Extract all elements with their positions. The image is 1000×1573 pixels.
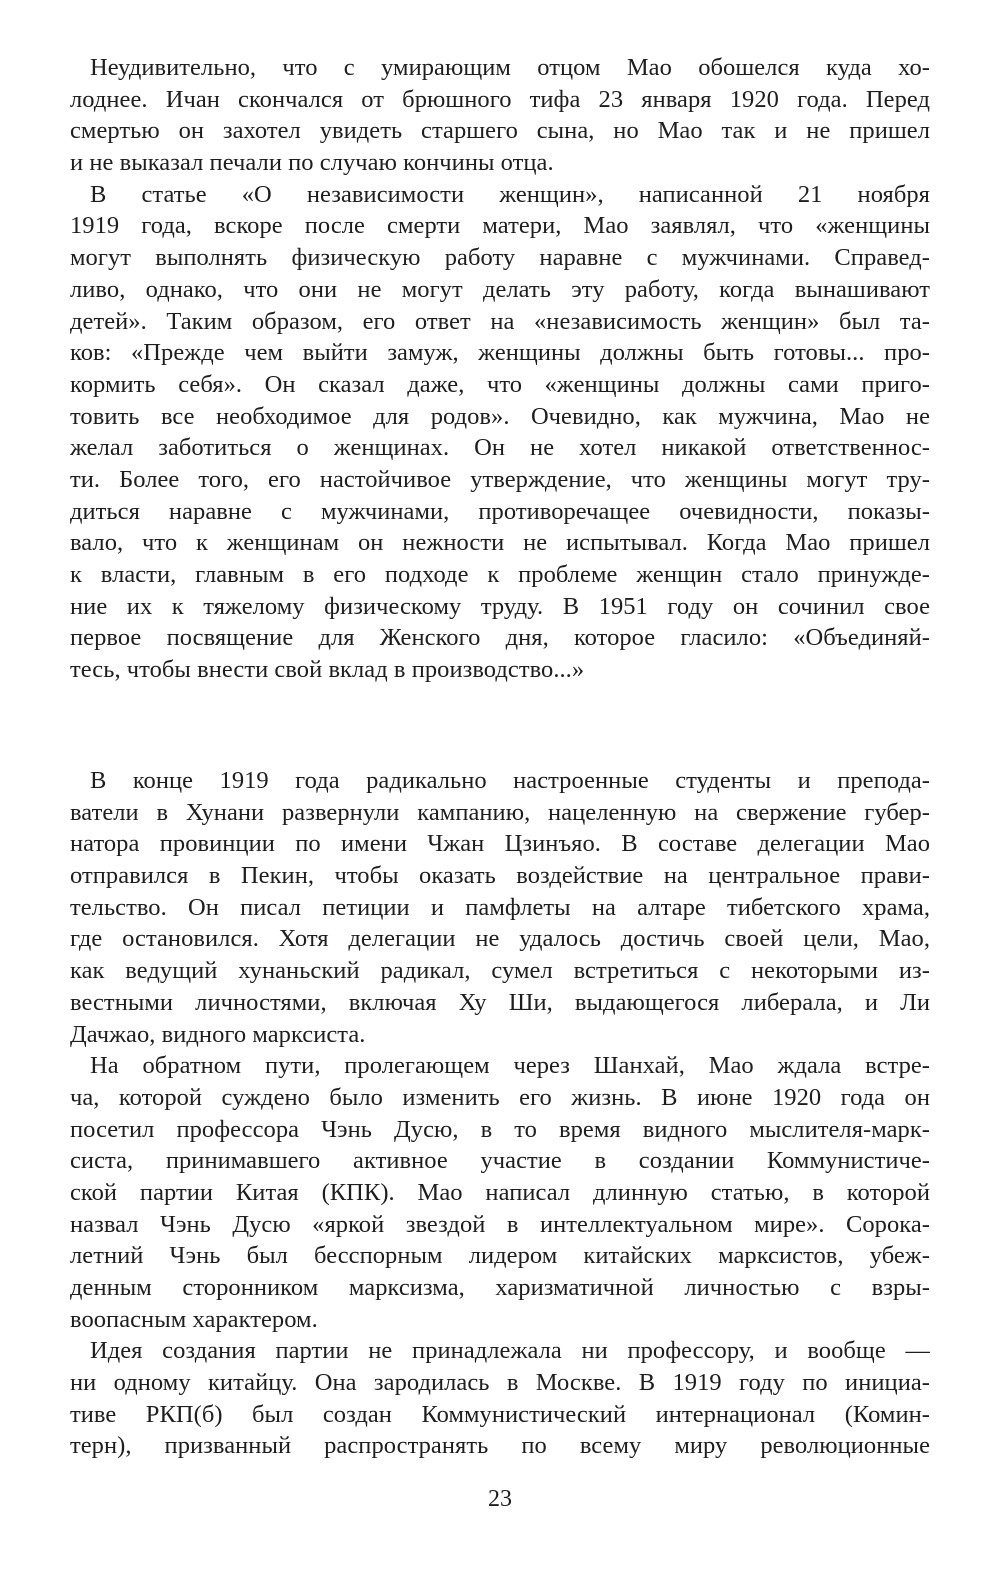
- text-line: 1919 года, вскоре после смерти матери, Мао заявлял, что «женщины: [70, 212, 930, 240]
- text-line: тельство. Он писал петиции и памфлеты на алтаре тибетского храма,: [70, 893, 930, 921]
- text-line: натора провинции по имени Чжан Цзинъяо. В составе делегации Мао: [70, 830, 930, 858]
- text-line: где остановился. Хотя делегации не удалось достичь своей цели, Мао,: [70, 925, 930, 953]
- text-line: На обратном пути, пролегающем через Шанхай, Мао ждала встре-: [90, 1052, 930, 1080]
- text-line: ков: «Прежде чем выйти замуж, женщины должны быть готовы... про-: [70, 339, 930, 367]
- text-line: Дачжао, видного марксиста.: [70, 1020, 366, 1048]
- text-line: В конце 1919 года радикально настроенные студенты и препода-: [90, 767, 930, 794]
- text-line: ватели в Хунани развернули кампанию, нацеленную на свержение губер-: [70, 798, 930, 826]
- paragraph: [70, 1335, 930, 1462]
- paragraph: [70, 179, 930, 686]
- text-line: тиве РКП(б) был создан Коммунистический интернационал (Комин-: [70, 1400, 930, 1428]
- text-line: кормить себя». Он сказал даже, что «женщины должны сами приго-: [70, 370, 930, 398]
- text-line: ской партии Китая (КПК). Мао написал длинную статью, в которой: [70, 1178, 930, 1206]
- text-line: отправился в Пекин, чтобы оказать воздействие на центральное прави-: [70, 862, 930, 890]
- text-line: В статье «О независимости женщин», написанной 21 ноября: [90, 180, 930, 208]
- text-line: диться наравне с мужчинами, противоречащее очевидности, показы-: [70, 497, 930, 525]
- text-line: ливо, однако, что они не могут делать эту работу, когда вынашивают: [70, 275, 930, 303]
- text-line: Неудивительно, что с умирающим отцом Мао обошелся куда хо-: [90, 54, 930, 81]
- text-line: могут выполнять физическую работу наравне с мужчинами. Справед-: [70, 244, 930, 272]
- text-line: ча, которой суждено было изменить его жизнь. В июне 1920 года он: [70, 1083, 930, 1111]
- text-line: первое посвящение для Женского дня, которое гласило: «Объединяй-: [70, 624, 930, 652]
- text-line: посетил профессора Чэнь Дусю, в то время видного мыслителя-марк-: [70, 1115, 930, 1143]
- text-line: Идея создания партии не принадлежала ни профессору, и вообще —: [90, 1337, 930, 1365]
- text-line: систа, принимавшего активное участие в создании Коммунистиче-: [70, 1147, 930, 1175]
- text-line: как ведущий хунаньский радикал, сумел встретиться с некоторыми из-: [70, 957, 930, 985]
- text-line: детей». Таким образом, его ответ на «независимость женщин» был та-: [70, 307, 930, 335]
- paragraph: [70, 1050, 930, 1335]
- text-line: лоднее. Ичан скончался от брюшного тифа 23 января 1920 года. Перед: [70, 85, 930, 113]
- text-line: желал заботиться о женщинах. Он не хотел никакой ответственнос-: [70, 434, 930, 462]
- text-line: товить все необходимое для родов». Очевидно, как мужчина, Мао не: [70, 402, 930, 430]
- text-line: тесь, чтобы внести свой вклад в производство...»: [70, 656, 585, 684]
- text-line: вестными личностями, включая Ху Ши, выдающегося либерала, и Ли: [70, 988, 930, 1016]
- page-number: 23: [488, 1486, 512, 1512]
- text-line: вало, что к женщинам он нежности не испытывал. Когда Мао пришел: [70, 529, 930, 557]
- text-line: смертью он захотел увидеть старшего сына, но Мао так и не пришел: [70, 117, 930, 145]
- paragraph: [70, 52, 930, 179]
- text-line: воопасным характером.: [70, 1305, 318, 1333]
- text-line: терн), призванный распространять по всему миру революционные: [70, 1432, 930, 1460]
- text-line: назвал Чэнь Дусю «яркой звездой в интеллектуальном мире». Сорока-: [70, 1210, 930, 1238]
- text-line: к власти, главным в его подходе к проблеме женщин стало принужде-: [70, 561, 930, 588]
- paragraph: [70, 765, 930, 1050]
- text-line: денным сторонником марксизма, харизматичной личностью с взры-: [70, 1274, 930, 1301]
- text-line: ни одному китайцу. Она зародилась в Москве. В 1919 году по инициа-: [70, 1369, 930, 1397]
- text-line: летний Чэнь был бесспорным лидером китайских марксистов, убеж-: [70, 1242, 930, 1270]
- text-block-lower: [70, 765, 930, 1462]
- text-block-upper: [70, 52, 930, 686]
- text-line: ти. Более того, его настойчивое утверждение, что женщины могут тру-: [70, 465, 930, 493]
- text-line: ние их к тяжелому физическому труду. В 1951 году он сочинил свое: [70, 592, 930, 620]
- text-line: и не выказал печали по случаю кончины отца.: [70, 149, 554, 177]
